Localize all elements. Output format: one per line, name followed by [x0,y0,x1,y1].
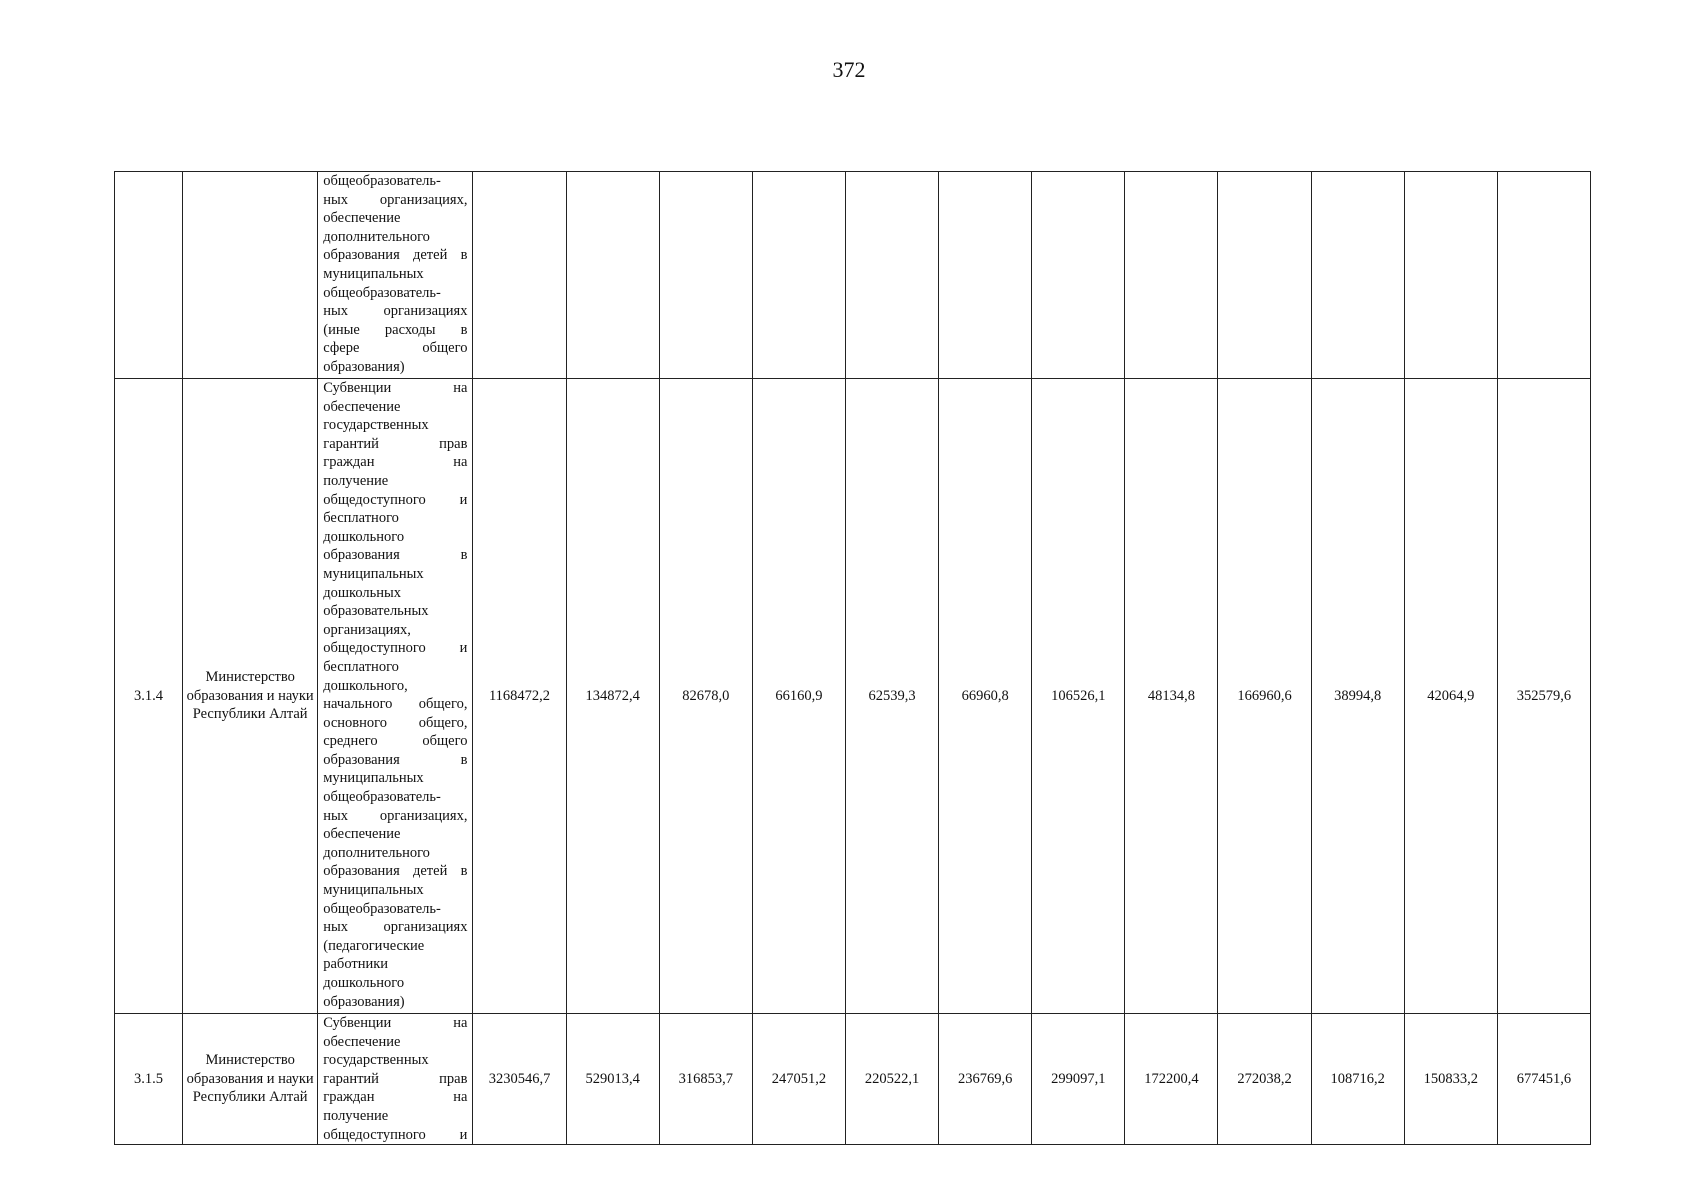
description-line: гарантий прав [323,1070,468,1087]
value-cell [845,172,938,379]
description-line: ных организациях, [323,191,468,208]
value-cell: 1168472,2 [473,379,566,1014]
description-line: муниципальных [323,265,424,282]
page-number: 372 [832,57,866,82]
value-cell: 38994,8 [1311,379,1404,1014]
description-cell [318,379,473,1014]
value-cell: 316853,7 [659,1014,752,1145]
responsible-org-cell [183,172,318,379]
table-row [115,172,1591,379]
value-cell [473,172,566,379]
description-line: общедоступного и [323,1126,468,1143]
description-line: обеспечение [323,210,401,227]
description-line: муниципальных [323,770,424,787]
value-cell: 247051,2 [752,1014,845,1145]
value-cell [752,172,845,379]
value-cell [566,172,659,379]
description-line: общедоступного и [323,491,468,508]
value-cell: 3230546,7 [473,1014,566,1145]
description-line: образования) [323,993,405,1010]
description-line: получение [323,1107,389,1124]
value-cell: 42064,9 [1404,379,1497,1014]
value-cell: 62539,3 [845,379,938,1014]
row-number-cell: 3.1.5 [115,1014,183,1145]
value-cell: 134872,4 [566,379,659,1014]
value-cell [1125,172,1218,379]
description-line: муниципальных [323,882,424,899]
description-line: ных организациях [323,303,468,320]
value-cell: 66160,9 [752,379,845,1014]
value-cell: 106526,1 [1032,379,1125,1014]
description-line: дополнительного [323,228,430,245]
value-cell: 82678,0 [659,379,752,1014]
description-line: образования детей в [323,247,468,264]
description-line: образования детей в [323,863,468,880]
responsible-org-cell: Министерство образования и науки Республики Алтай [183,1014,318,1145]
description-line: основного общего, [323,714,468,731]
description-line: ных организациях [323,919,468,936]
value-cell [1404,172,1497,379]
description-line: образования) [323,358,405,375]
description-line: муниципальных [323,565,424,582]
value-cell: 108716,2 [1311,1014,1404,1145]
description-cell [318,1014,473,1145]
row-number-cell: 3.1.4 [115,379,183,1014]
description-line: среднего общего [323,733,468,750]
description-line: (иные расходы в [323,321,468,338]
description-line: сфере общего [323,340,468,357]
value-cell: 172200,4 [1125,1014,1218,1145]
description-line: бесплатного [323,510,399,527]
description-line: государственных [323,1052,429,1069]
description-line: дошкольного [323,528,405,545]
value-cell: 272038,2 [1218,1014,1311,1145]
description-line: Субвенции на [323,380,468,396]
description-line: образовательных [323,603,429,620]
value-cell: 299097,1 [1032,1014,1125,1145]
description-line: обеспечение [323,826,401,843]
description-line: дошкольного [323,975,405,991]
budget-table [114,171,1591,1145]
value-cell: 66960,8 [939,379,1032,1014]
description-line: дошкольного, [323,677,408,694]
value-cell [1032,172,1125,379]
description-line: получение [323,472,389,489]
description-line: (педагогические [323,937,425,954]
value-cell: 677451,6 [1497,1014,1590,1145]
description-line: ных организациях, [323,807,468,824]
description-line: начального общего, [323,696,468,713]
description-line: организациях, [323,621,411,638]
description-line: государственных [323,417,429,434]
description-line: дополнительного [323,844,430,861]
description-line: гарантий прав [323,435,468,452]
description-line: работники [323,956,389,973]
value-cell: 150833,2 [1404,1014,1497,1145]
description-line: общеобразователь- [323,900,441,917]
description-line: обеспечение [323,1033,401,1050]
description-cell [318,172,473,379]
description-line: общедоступного и [323,640,468,657]
table-body [115,172,1591,1145]
description-line: дошкольных [323,584,402,601]
description-line: граждан на [323,454,468,471]
value-cell [659,172,752,379]
value-cell [939,172,1032,379]
value-cell: 220522,1 [845,1014,938,1145]
value-cell [1218,172,1311,379]
description-line: общеобразователь- [323,173,441,189]
table-row [115,379,1591,1014]
value-cell: 166960,6 [1218,379,1311,1014]
value-cell: 48134,8 [1125,379,1218,1014]
description-line: граждан на [323,1089,468,1106]
value-cell: 236769,6 [939,1014,1032,1145]
description-line: общеобразователь- [323,789,441,806]
description-line: обеспечение [323,398,401,415]
description-line: образования в [323,751,468,768]
description-line: образования в [323,547,468,564]
value-cell: 529013,4 [566,1014,659,1145]
description-line: общеобразователь- [323,284,441,301]
value-cell [1311,172,1404,379]
value-cell [1497,172,1590,379]
description-line: бесплатного [323,658,399,675]
table-row [115,1014,1591,1145]
value-cell: 352579,6 [1497,379,1590,1014]
description-line: Субвенции на [323,1015,468,1031]
responsible-org-cell: Министерство образования и науки Республики Алтай [183,379,318,1014]
row-number-cell [115,172,183,379]
